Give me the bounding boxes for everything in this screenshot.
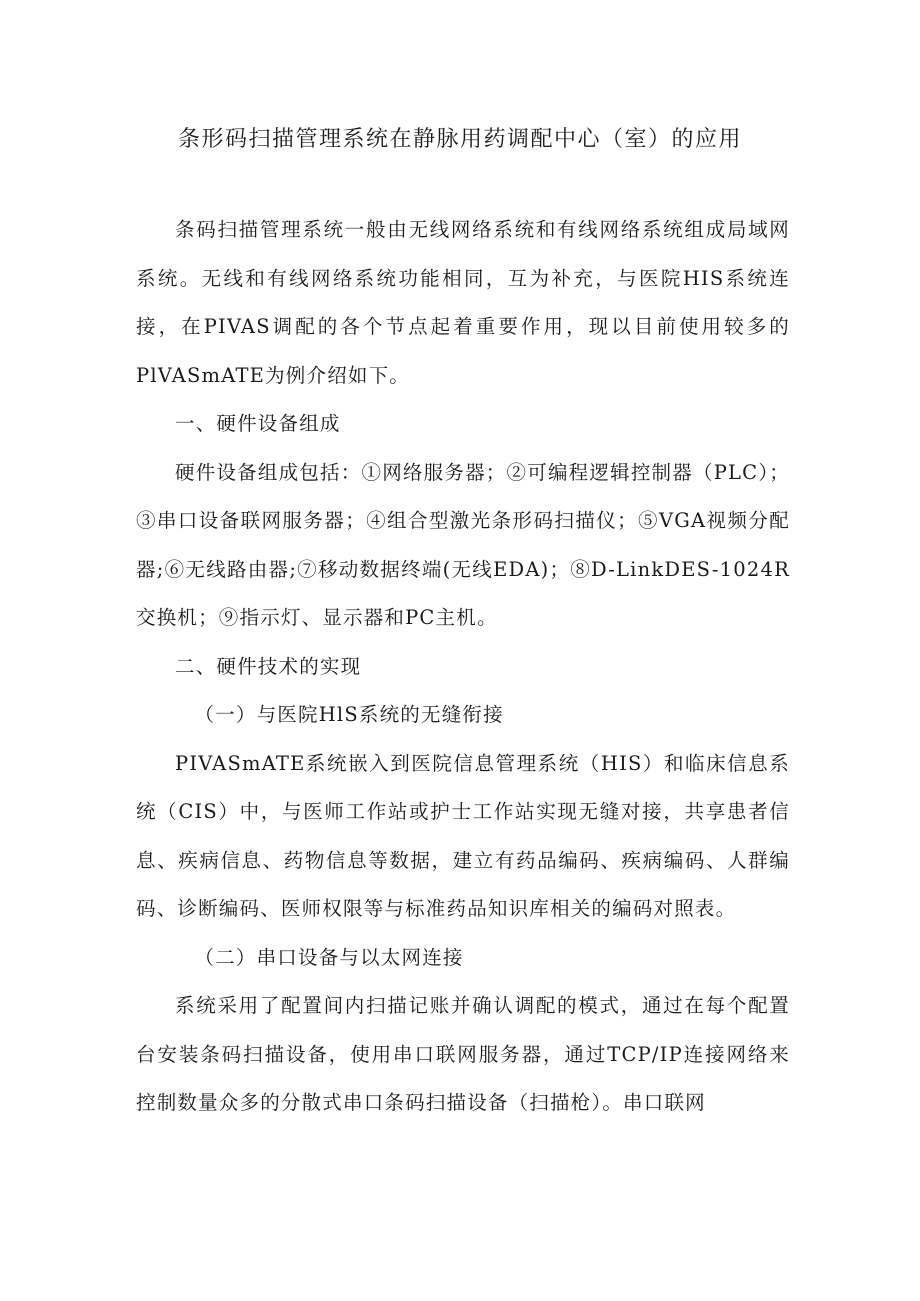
paragraph-intro: 条码扫描管理系统一般由无线网络系统和有线网络系统组成局域网系统。无线和有线网络系统功能相同，互为补充，与医院HIS系统连接，在PIVAS调配的各个节点起着重要作用，现以目前使用较多的PlVASmATE为例介绍如下。 (136, 218, 790, 387)
paragraph-hardware-list: 硬件设备组成包括：①网络服务器；②可编程逻辑控制器（PLC）；③串口设备联网服务器；④组合型激光条形码扫描仪；⑤VGA视频分配器;⑥无线路由器;⑦移动数据终端(无线EDA)；⑧D-LinkDES-1024R交换机；⑨指示灯、显示器和PC主机。 (136, 460, 790, 629)
section-heading-hardware: 一、硬件设备组成 (175, 412, 341, 435)
document-body (136, 206, 790, 1128)
paragraph-serial: 系统采用了配置间内扫描记账并确认调配的模式，通过在每个配置台安装条码扫描设备，使用串口联网服务器，通过TCP/IP连接网络来控制数量众多的分散式串口条码扫描设备（扫描枪）。串口联网 (136, 994, 790, 1114)
subsection-heading-serial: （二）串口设备与以太网连接 (194, 945, 464, 969)
section-heading-implementation: 二、硬件技术的实现 (175, 654, 362, 678)
document-title: 条形码扫描管理系统在静脉用药调配中心（室）的应用 (177, 127, 742, 152)
subsection-heading-his: （一）与医院HlS系统的无缝衔接 (194, 703, 504, 726)
paragraph-his: PIVASmATE系统嵌入到医院信息管理系统（HIS）和临床信息系统（CIS）中，与医师工作站或护士工作站实现无缝对接，共享患者信息、疾病信息、药物信息等数据，建立有药品编码、疾病编码、人群编码、诊断编码、医师权限等与标准药品知识库相关的编码对照表。 (136, 751, 790, 920)
